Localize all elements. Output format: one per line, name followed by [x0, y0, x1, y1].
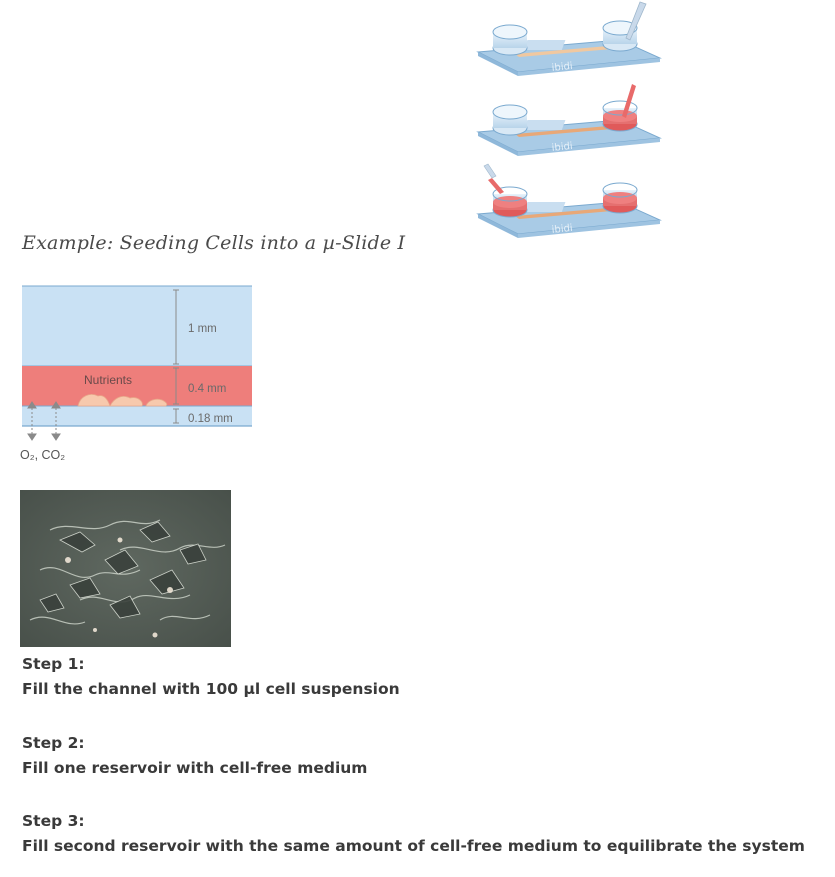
- step-3: [22, 809, 805, 859]
- step-3-text: Fill second reservoir with the same amount of cell-free medium to equilibrate the system: [22, 837, 805, 855]
- ibidi-logo-1: ibidi: [551, 60, 574, 74]
- step-1: [22, 652, 400, 702]
- step-1-heading: Step 1:: [22, 655, 85, 673]
- label-018mm: 0.18 mm: [188, 413, 233, 425]
- ibidi-logo-3: ibidi: [551, 222, 574, 236]
- cells-microscopy-image: [20, 490, 231, 647]
- channel-layer-diagram: [18, 284, 252, 464]
- label-1mm: 1 mm: [188, 323, 217, 335]
- step-2: [22, 731, 367, 781]
- step-2-text: Fill one reservoir with cell-free medium: [22, 759, 368, 777]
- medium-layer: [22, 286, 252, 366]
- step-3-heading: Step 3:: [22, 812, 85, 830]
- label-04mm: 0.4 mm: [188, 383, 227, 395]
- slide-step1: [478, 2, 660, 76]
- nutrients-label: Nutrients: [84, 373, 133, 387]
- ibidi-logo-2: ibidi: [551, 140, 574, 154]
- step-2-heading: Step 2:: [22, 734, 85, 752]
- slide-seeding-illustration: [470, 0, 670, 250]
- example-title: Example: Seeding Cells into a µ-Slide I: [22, 232, 406, 254]
- slide-step3: [478, 164, 660, 238]
- gas-label: O₂, CO₂: [20, 448, 66, 462]
- slide-step2: [478, 84, 660, 156]
- step-1-text: Fill the channel with 100 µl cell suspension: [22, 680, 400, 698]
